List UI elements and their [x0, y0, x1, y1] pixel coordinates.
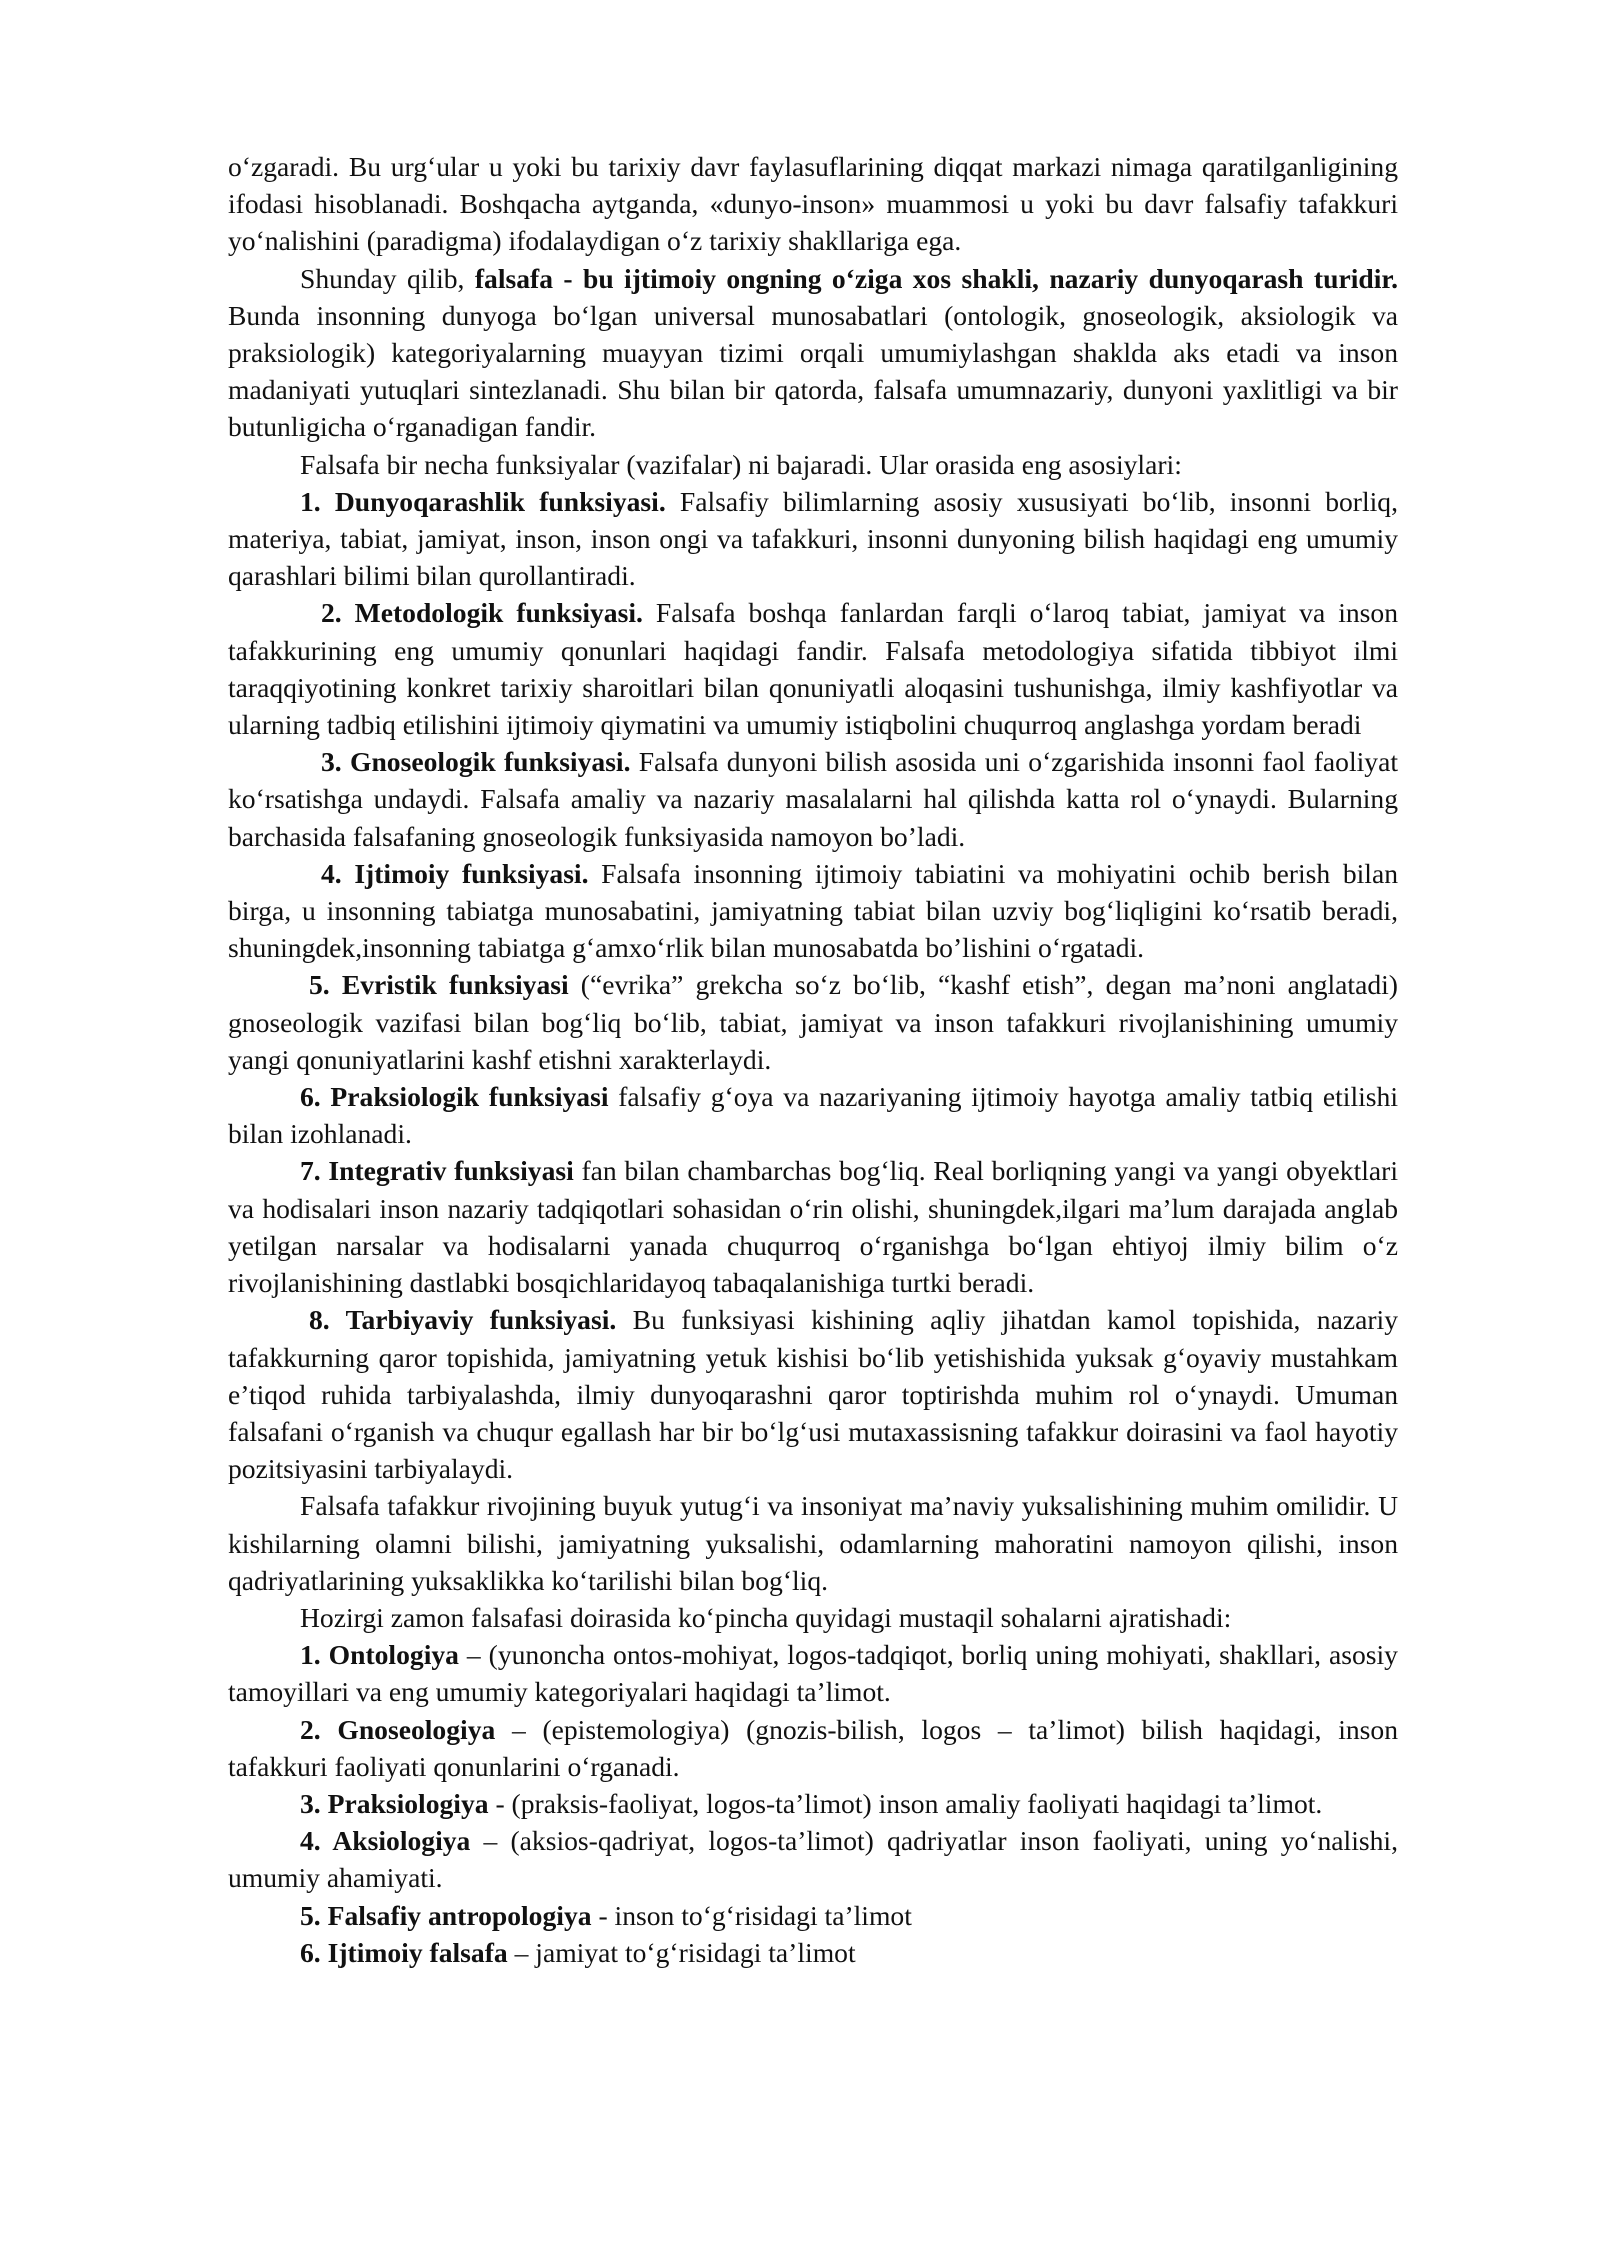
paragraph-pre: Shunday qilib, — [300, 262, 475, 294]
paragraph-function-4 — [228, 855, 1398, 967]
function-heading: 8. Tarbiyaviy funksiyasi. — [309, 1304, 617, 1336]
paragraph-text: Falsafa insonning ijtimoiy tabiatini va mohiyatini ochib berish bilan birga, u insonning tabiatga munosabatini, jamiyatning tabiat bilan uzviy bog‘liqligini ko‘rsatib beradi, shuningdek,insonning tabiatga g‘amxo‘rlik bilan munosabatda bo’lishini o‘rgatadi. — [228, 857, 1399, 964]
branch-heading: 6. Ijtimoiy falsafa — [300, 1936, 508, 1968]
paragraph-branch-2 — [228, 1711, 1398, 1785]
function-heading: 2. Metodologik funksiyasi. — [321, 597, 643, 629]
paragraph-text: (“evrika” grekcha so‘z bo‘lib, “kashf etish”, degan ma’noni anglatadi) gnoseologik vazifasi bilan bog‘liq bo‘lib, tabiat, jamiyat va inson tafakkuri rivojlanishining umumiy yangi qonuniyatlarini kashf etishni xarakterlaydi. — [228, 969, 1398, 1075]
paragraph-text: – (yunoncha ontos-mohiyat, logos-tadqiqot, borliq uning mohiyati, shakllari, asosiy tamoyillari va eng umumiy kategoriyalari haqidagi ta’limot. — [228, 1639, 1398, 1708]
paragraph-branch-1 — [228, 1636, 1398, 1710]
paragraph-branches-intro — [228, 1599, 1398, 1636]
paragraph-text: Bu funksiyasi kishining aqliy jihatdan kamol topishida, nazariy tafakkurning qaror topishida, jamiyatning yetuk kishisi bo‘lib yetishishida yuksak g‘oyaviy mustahkam e’tiqod ruhida tarbiyalashda, ilmiy dunyoqarashni qaror toptirishda muhim rol o‘ynaydi. Umuman falsafani o‘rganish va chuqur egallash har bir bo‘lg‘usi mutaxassisning tafakkur doirasini va faol hayotiy pozitsiyasini tarbiyalaydi. — [228, 1304, 1398, 1485]
branch-heading: 2. Gnoseologiya — [300, 1713, 496, 1745]
paragraph-text: Falsafa tafakkur rivojining buyuk yutug‘i va insoniyat ma’naviy yuksalishining muhim omilidir. U kishilarning olamni bilishi, jamiyatning yuksalishi, odamlarning mahoratini namoyon qilishi, inson qadriyatlarining yuksaklikka ko‘tarilishi bilan bog‘liq. — [228, 1490, 1398, 1596]
paragraph-text: fan bilan chambarchas bog‘liq. Real borliqning yangi va yangi obyektlari va hodisalari inson nazariy tadqiqotlari sohasidan o‘rin olishi, shuningdek,ilgari ma’lum darajada anglab yetilgan narsalar va hodisalarni yanada chuqurroq o‘rganishga bo‘lgan ehtiyoj ilmiy bilim o‘z rivojlanishining dastlabki bosqichlaridayoq tabaqalanishiga turtki beradi. — [228, 1155, 1399, 1299]
paragraph-text: - (praksis-faoliyat, logos-ta’limot) inson amaliy faoliyati haqidagi ta’limot. — [488, 1787, 1323, 1819]
paragraph-function-8 — [228, 1301, 1398, 1487]
paragraph-text: – (aksios-qadriyat, logos-ta’limot) qadriyatlar inson faoliyati, uning yo‘nalishi, umumiy ahamiyati. — [228, 1825, 1398, 1894]
paragraph-branch-5 — [228, 1897, 1398, 1934]
paragraph-text: Falsafa boshqa fanlardan farqli o‘laroq tabiat, jamiyat va inson tafakkurining eng umumiy qonunlari haqidagi fandir. Falsafa metodologiya sifatida tibbiyot ilmi taraqqiyotining konkret tarixiy sharoitlari bilan qonuniyatli aloqasini tushunishga, ilmiy kashfiyotlar va ularning tadbiq etilishini ijtimoiy qiymatini va umumiy istiqbolini chuqurroq anglashga yordam beradi — [228, 597, 1398, 741]
paragraph-intro — [228, 148, 1398, 260]
branch-heading: 1. Ontologiya — [300, 1639, 459, 1671]
paragraph-text: – (epistemologiya) (gnozis-bilish, logos – ta’limot) bilish haqidagi, inson tafakkuri faoliyati qonunlarini o‘rganadi. — [228, 1713, 1398, 1782]
function-heading: 7. Integrativ funksiyasi — [300, 1155, 574, 1187]
paragraph-text: falsafiy g‘oya va nazariyaning ijtimoiy hayotga amaliy tatbiq etilishi bilan izohlanadi. — [228, 1081, 1398, 1150]
paragraph-branch-6 — [228, 1934, 1398, 1971]
paragraph-function-1 — [228, 483, 1398, 595]
paragraph-progress — [228, 1487, 1398, 1599]
paragraph-text: Bunda insonning dunyoga bo‘lgan universal munosabatlari (ontologik, gnoseologik, aksiologik va praksiologik) kategoriyalarning muayyan tizimi orqali umumiylashgan shaklda aks etadi va inson madaniyati yutuqlari sintezlanadi. Shu bilan bir qatorda, falsafa umumnazariy, dunyoni yaxlitligi va bir butunligicha o‘rganadigan fandir. — [228, 299, 1398, 443]
paragraph-function-7 — [228, 1152, 1398, 1301]
branch-heading: 5. Falsafiy antropologiya — [300, 1899, 592, 1931]
paragraph-text: o‘zgaradi. Bu urg‘ular u yoki bu tarixiy davr faylasuflarining diqqat markazi nimaga qaratilganligining ifodasi hisoblanadi. Boshqacha aytganda, «dunyo-inson» muammosi u yoki bu davr falsafiy tafakkuri yo‘nalishini (paradigma) ifodalaydigan o‘z tarixiy shakllariga ega. — [228, 151, 1398, 257]
function-heading: 5. Evristik funksiyasi — [309, 969, 569, 1001]
paragraph-branch-4 — [228, 1822, 1398, 1896]
branch-heading: 3. Praksiologiya — [300, 1787, 489, 1819]
function-heading: 6. Praksiologik funksiyasi — [300, 1081, 609, 1113]
paragraph-definition — [228, 260, 1398, 446]
paragraph-function-5 — [228, 966, 1398, 1078]
paragraph-function-3 — [228, 743, 1398, 855]
paragraph-text: Falsafiy bilimlarning asosiy xususiyati bo‘lib, insonni borliq, materiya, tabiat, jamiyat, inson, inson ongi va tafakkuri, insonni dunyoning bilish haqidagi eng umumiy qarashlari bilimi bilan qurollantiradi. — [228, 485, 1399, 592]
paragraph-text: – jamiyat to‘g‘risidagi ta’limot — [507, 1936, 856, 1968]
paragraph-functions-intro — [228, 446, 1398, 483]
paragraph-function-2 — [228, 594, 1398, 743]
paragraph-text: Falsafa bir necha funksiyalar (vazifalar) ni bajaradi. Ular orasida eng asosiylari: — [300, 448, 1182, 480]
branch-heading: 4. Aksiologiya — [300, 1825, 471, 1857]
document-page — [228, 148, 1398, 1971]
paragraph-function-6 — [228, 1078, 1398, 1152]
paragraph-text: Falsafa dunyoni bilish asosida uni o‘zgarishida insonni faol faoliyat ko‘rsatishga undaydi. Falsafa amaliy va nazariy masalalarni hal qilishda katta rol o‘ynaydi. Bularning barchasida falsafaning gnoseologik funksiyasida namoyon bo’ladi. — [228, 746, 1398, 852]
paragraph-text: - inson to‘g‘risidagi ta’limot — [591, 1899, 912, 1931]
paragraph-branch-3 — [228, 1785, 1398, 1822]
function-heading: 3. Gnoseologik funksiyasi. — [321, 746, 631, 778]
paragraph-text: Hozirgi zamon falsafasi doirasida ko‘pincha quyidagi mustaqil sohalarni ajratishadi: — [300, 1601, 1232, 1633]
function-heading: 1. Dunyoqarashlik funksiyasi. — [300, 485, 666, 517]
function-heading: 4. Ijtimoiy funksiyasi. — [321, 857, 589, 889]
definition-bold: falsafa - bu ijtimoiy ongning o‘ziga xos shakli, nazariy dunyoqarash turidir. — [474, 262, 1398, 294]
